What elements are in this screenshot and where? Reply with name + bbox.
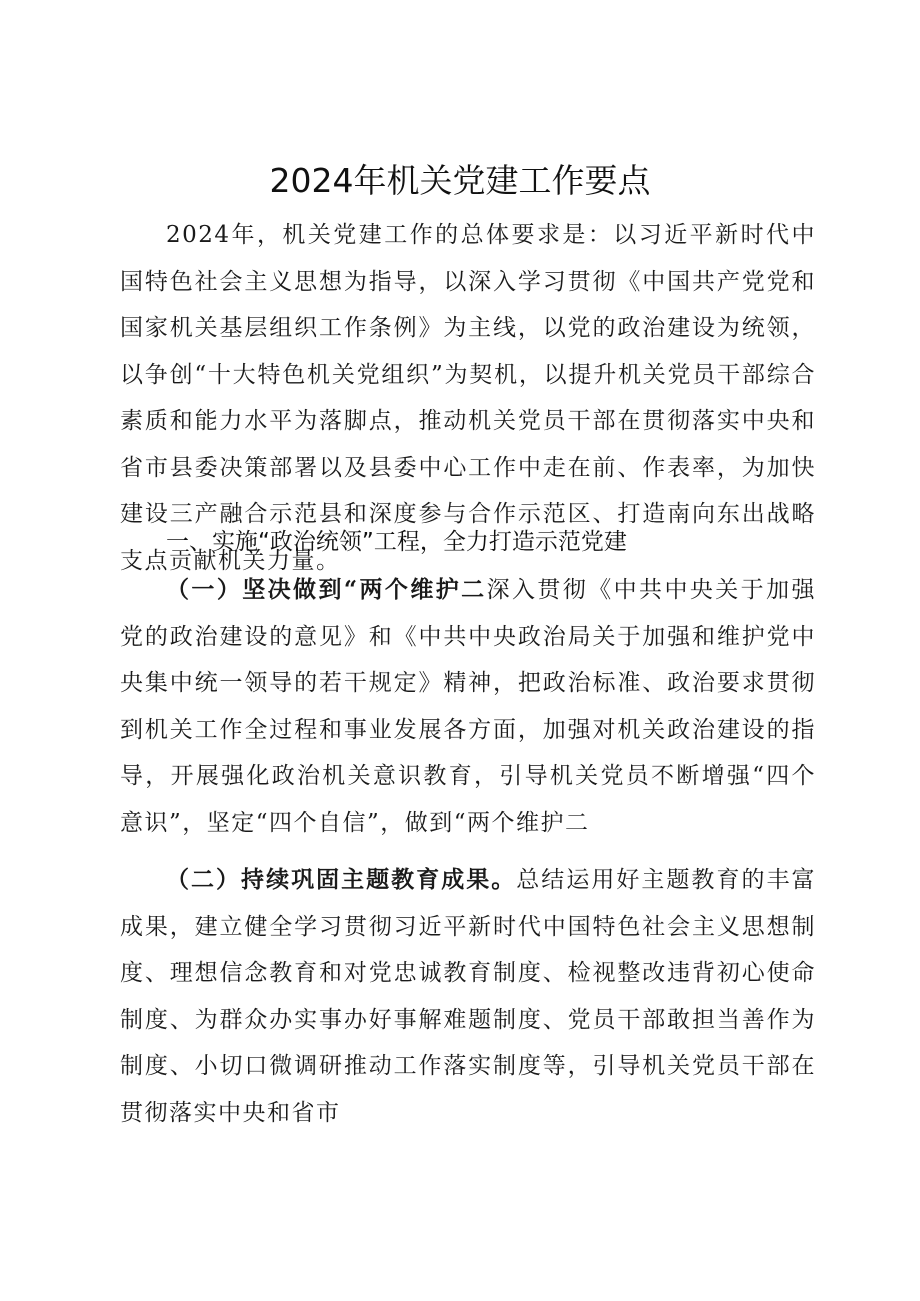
item-1-text: 深入贯彻《中共中央关于加强党的政治建设的意见》和《中共中央政治局关于加强和维护党中央集中统一领导的若干规定》精神，把政治标准、政治要求贯彻到机关工作全过程和事业发展各方面，加强对机关政治建设的指导，开展强化政治机关意识教育，引导机关党员不断增强“四个意识”，坚定“四个自信”，做到“两个维护二 [120, 577, 817, 836]
item-1-paragraph [120, 567, 816, 846]
intro-text: 2024年，机关党建工作的总体要求是：以习近平新时代中国特色社会主义思想为指导，以深入学习贯彻《中国共产党党和国家机关基层组织工作条例》为主线，以党的政治建设为统领，以争创“十大特色机关党组织”为契机，以提升机关党员干部综合素质和能力水平为落脚点，推动机关党员干部在贯彻落实中央和省市县委决策部署以及县委中心工作中走在前、作表率，为加快建设三产融合示范县和深度参与合作示范区、打造南向东出战略支点贡献机关力量。 [120, 222, 816, 574]
item-2-paragraph [120, 857, 816, 1136]
section-1-heading: 一、实施“政治统领”工程，全力打造示范党建 [166, 529, 627, 555]
document-title: 2024年机关党建工作要点 [269, 161, 651, 200]
item-2-lead: （二）持续巩固主题教育成果。 [166, 866, 517, 893]
item-1-lead: （一）坚决做到“两个维护二 [166, 576, 487, 603]
item-2-text: 总结运用好主题教育的丰富成果，建立健全学习贯彻习近平新时代中国特色社会主义思想制度、理想信念教育和对党忠诚教育制度、检视整改违背初心使命制度、为群众办实事办好事解难题制度、党员干部敢担当善作为制度、小切口微调研推动工作落实制度等，引导机关党员干部在贯彻落实中央和省市 [120, 867, 817, 1126]
